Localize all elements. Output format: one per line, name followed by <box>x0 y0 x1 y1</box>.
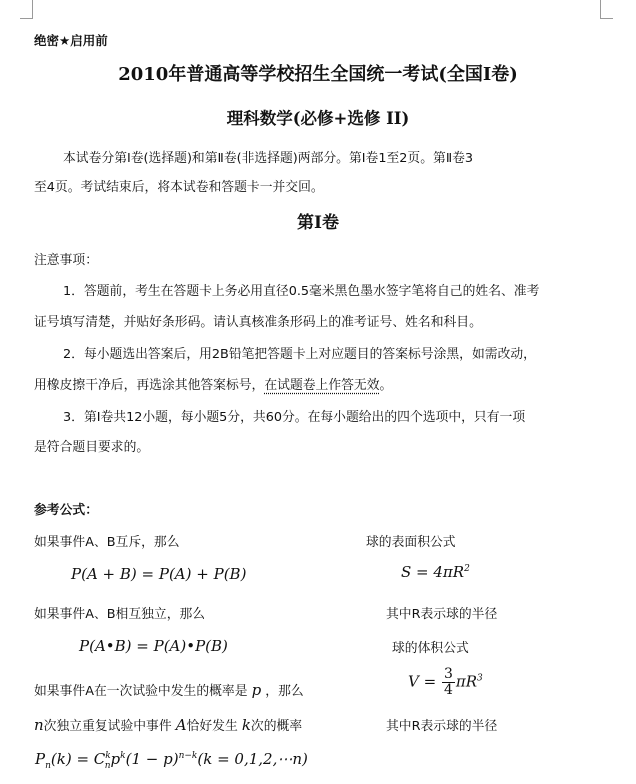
repeat-text-b: 恰好发生 <box>186 719 238 734</box>
binomial-p-factor: p <box>110 750 121 768</box>
volume-sup: 3 <box>477 673 483 684</box>
note-1-line-1: 1．答题前，考生在答题卡上务必用直径0.5毫米黑色墨水签字笔将自己的姓名、准考 <box>63 284 540 299</box>
binomial-arg: (k) = C <box>50 750 106 768</box>
exam-subtitle: 理科数学(必修+选修 II) <box>226 109 410 128</box>
repeat-trial-text <box>34 715 302 734</box>
note-2-line-1: 2．每小题选出答案后，用2B铅笔把答题卡上对应题目的答案标号涂黑，如需改动， <box>63 347 536 362</box>
radius-note-1: 其中R表示球的半径 <box>386 607 498 622</box>
mutex-event-text: 如果事件A、B互斥，那么 <box>34 535 180 550</box>
emphasis-text: 在试题卷上作答无效 <box>264 378 380 393</box>
binomial-p-sub: n <box>45 761 51 771</box>
sphere-surface-formula <box>401 563 470 581</box>
binomial-c-sub: n <box>104 761 111 771</box>
volume-lhs: V = <box>408 672 437 691</box>
surface-formula-body: S = 4πR <box>401 563 465 581</box>
crop-mark-top-left <box>20 0 33 19</box>
mutex-formula: P(A + B) = P(A) + P(B) <box>71 565 247 583</box>
independent-formula: P(A•B) = P(A)•P(B) <box>79 637 228 655</box>
binomial-mid: (1 − p) <box>125 750 179 768</box>
repeat-text-c: 次的概率 <box>250 719 303 734</box>
volume-fraction-denominator: 4 <box>443 682 453 698</box>
crop-mark-top-right <box>600 0 613 19</box>
repeat-text-a: 次独立重复试验中事件 <box>43 719 172 734</box>
volume-fraction <box>442 667 455 698</box>
confidential-label: 绝密★启用前 <box>34 33 108 48</box>
binomial-p-sup: k <box>120 751 126 761</box>
reference-heading: 参考公式： <box>34 503 98 518</box>
probability-symbol: p <box>251 681 262 699</box>
binomial-c-sup: k <box>105 751 111 761</box>
note-2-line-2 <box>34 374 392 393</box>
probability-text <box>34 680 304 699</box>
independent-event-text: 如果事件A、B相互独立，那么 <box>34 607 206 622</box>
note-1-line-2: 证号填写清楚，并贴好条形码。请认真核准条形码上的准考证号、姓名和科目。 <box>34 315 482 330</box>
note-2-line-2-text: 用橡皮擦干净后，再选涂其他答案标号， <box>34 378 265 393</box>
volume-fraction-numerator: 3 <box>443 666 453 682</box>
intro-line-1: 本试卷分第Ⅰ卷(选择题)和第Ⅱ卷(非选择题)两部分。第Ⅰ卷1至2页。第Ⅱ卷3 <box>63 151 474 166</box>
radius-note-2: 其中R表示球的半径 <box>386 719 498 734</box>
trial-count-symbol: n <box>34 716 44 734</box>
note-2-line-2-end: 。 <box>379 378 393 393</box>
section-title: 第Ⅰ卷 <box>297 213 339 233</box>
note-3-line-2: 是符合题目要求的。 <box>34 440 150 455</box>
volume-rhs: πR <box>455 672 478 691</box>
binomial-range: (k = 0,1,2,⋯n) <box>197 750 308 768</box>
surface-formula-sup: 2 <box>464 564 470 574</box>
probability-text-b: ，那么 <box>265 684 304 699</box>
probability-text-a: 如果事件A在一次试验中发生的概率是 <box>34 684 248 699</box>
sphere-volume-formula <box>408 667 483 698</box>
binomial-p: P <box>35 750 46 768</box>
binomial-mid-sup: n−k <box>178 751 198 761</box>
sphere-volume-title: 球的体积公式 <box>392 641 469 656</box>
sphere-surface-title: 球的表面积公式 <box>366 535 456 550</box>
notes-heading: 注意事项： <box>34 253 98 268</box>
note-3-line-1: 3．第Ⅰ卷共12小题，每小题5分，共60分。在每小题给出的四个选项中，只有一项 <box>63 410 526 425</box>
k-symbol: k <box>241 716 251 734</box>
exam-title: 2010年普通高等学校招生全国统一考试(全国Ⅰ卷) <box>118 64 518 85</box>
event-symbol: A <box>175 716 187 734</box>
binomial-formula <box>35 750 308 771</box>
intro-line-2: 至4页。考试结束后，将本试卷和答题卡一并交回。 <box>34 180 324 195</box>
